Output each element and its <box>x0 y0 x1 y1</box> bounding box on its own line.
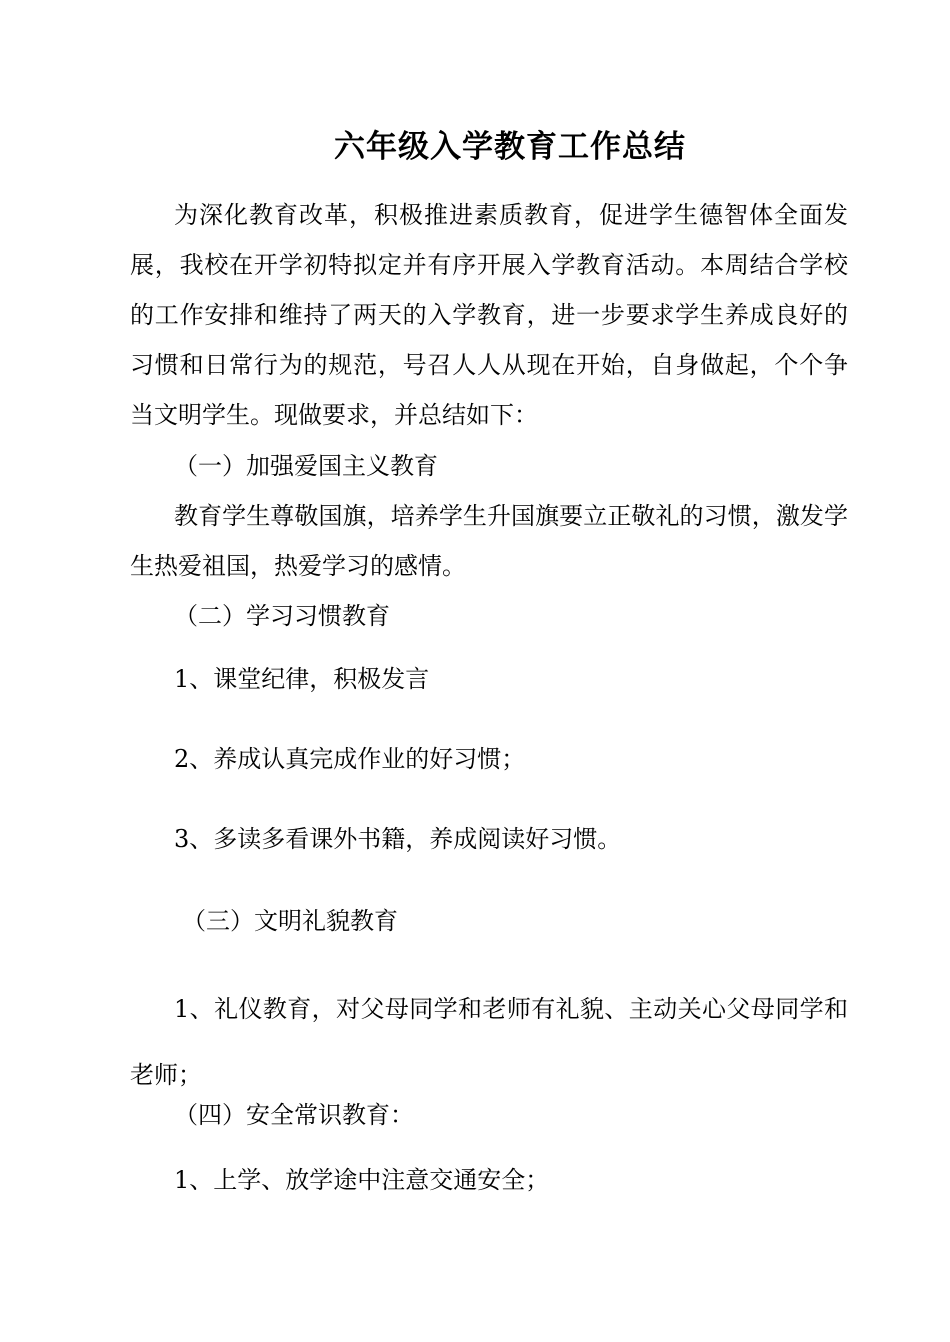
section-heading-patriotism: （一）加强爱国主义教育 <box>174 452 438 480</box>
section-heading-safety: （四）安全常识教育： <box>174 1101 414 1129</box>
list-item: 3、多读多看课外书籍，养成阅读好习惯。 <box>174 825 622 853</box>
list-item: 1、上学、放学途中注意交通安全； <box>174 1166 550 1194</box>
section-heading-study-habits: （二）学习习惯教育 <box>174 602 390 630</box>
section-paragraph-patriotism: 教育学生尊敬国旗，培养学生升国旗要立正敬礼的习惯，激发学生热爱祖国，热爱学习的感情。 <box>130 502 848 580</box>
document-title: 六年级入学教育工作总结 <box>334 129 686 165</box>
list-item: 1、课堂纪律，积极发言 <box>174 665 430 693</box>
list-item: 2、养成认真完成作业的好习惯； <box>174 745 526 773</box>
intro-paragraph: 为深化教育改革，积极推进素质教育，促进学生德智体全面发展，我校在开学初特拟定并有序开展入学教育活动。本周结合学校的工作安排和维持了两天的入学教育，进一步要求学生养成良好的习惯和日常行为的规范，号召人人从现在开始，自身做起，个个争当文明学生。现做要求，并总结如下： <box>130 201 848 429</box>
section-heading-etiquette: （三）文明礼貌教育 <box>182 907 398 935</box>
section-paragraph-etiquette: 1、礼仪教育，对父母同学和老师有礼貌、主动关心父母同学和老师； <box>130 995 848 1089</box>
